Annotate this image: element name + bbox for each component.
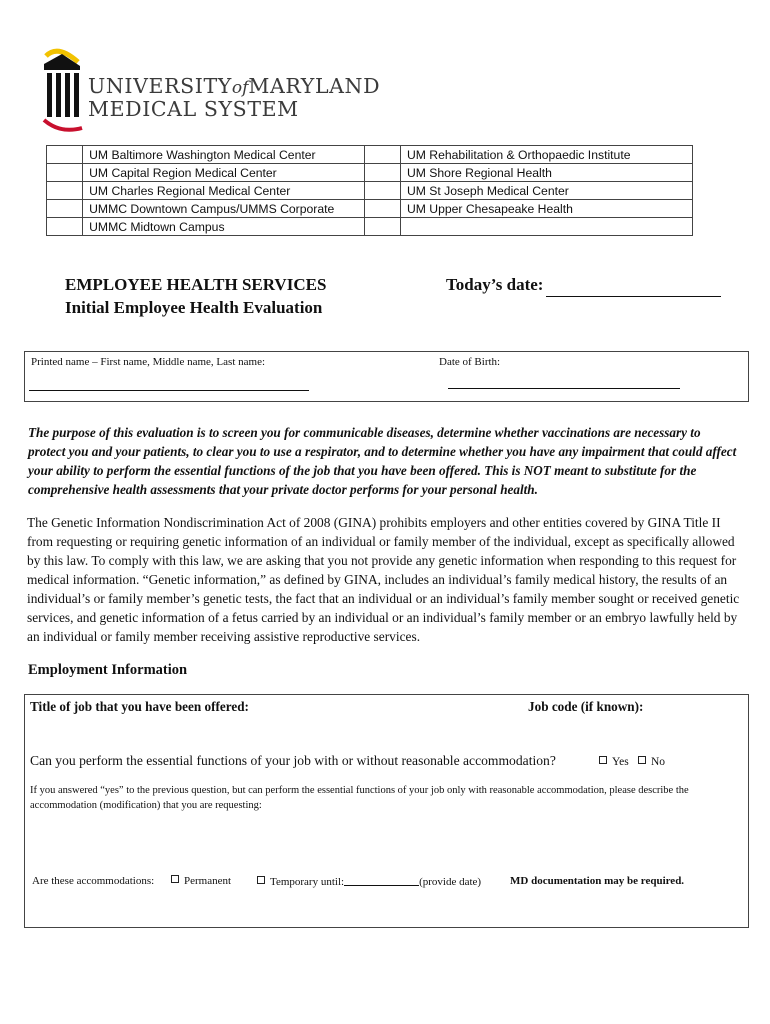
- page-subtitle: Initial Employee Health Evaluation: [65, 298, 323, 317]
- facility-label: UM St Joseph Medical Center: [400, 182, 692, 200]
- purpose-statement: The purpose of this evaluation is to screen you for communicable diseases, determine whether vaccinations are necessary to protect you and your patients, to clear you to use a respirator, and to determine whether you have any impairment that could affect your ability to perform the essential functions of the job that you have been offered. This is NOT meant to substitute for the comprehensive health assessments that your private doctor performs for your personal health.: [28, 425, 737, 497]
- printed-name-field[interactable]: [29, 390, 309, 391]
- facility-checkbox[interactable]: [47, 200, 83, 218]
- todays-date-field[interactable]: [546, 296, 721, 297]
- facility-checkbox[interactable]: [364, 164, 400, 182]
- facility-label: UMMC Downtown Campus/UMMS Corporate: [83, 200, 365, 218]
- temporary-checkbox[interactable]: [257, 876, 265, 884]
- facility-label: [400, 218, 692, 236]
- provide-date-label: (provide date): [419, 876, 482, 888]
- no-label: No: [651, 756, 666, 768]
- permanent-option[interactable]: [171, 875, 231, 887]
- facility-label: UM Charles Regional Medical Center: [83, 182, 365, 200]
- temporary-label: Temporary until:: [270, 876, 345, 888]
- employment-box: [24, 694, 749, 928]
- dob-label: Date of Birth:: [439, 356, 501, 368]
- dob-field[interactable]: [448, 388, 680, 389]
- temporary-option[interactable]: [257, 875, 481, 888]
- facility-checkbox[interactable]: [364, 182, 400, 200]
- yes-label: Yes: [612, 756, 629, 768]
- todays-date-label: Today’s date:: [446, 275, 544, 294]
- facility-checkbox[interactable]: [47, 164, 83, 182]
- facility-label: UM Baltimore Washington Medical Center: [83, 146, 365, 164]
- no-checkbox[interactable]: [638, 756, 646, 764]
- facility-label: UM Capital Region Medical Center: [83, 164, 365, 182]
- identity-box: [24, 351, 749, 402]
- table-row: [47, 182, 693, 200]
- permanent-checkbox[interactable]: [171, 875, 179, 883]
- facility-checkbox[interactable]: [364, 146, 400, 164]
- yes-option[interactable]: [599, 756, 629, 768]
- accommodation-instructions: If you answered “yes” to the previous question, but can perform the essential functions of your job only with reasonable accommodation, please describe the accommodation (modification) that you are requesting:: [30, 785, 689, 811]
- facility-table: [46, 145, 693, 236]
- permanent-label: Permanent: [184, 875, 232, 887]
- umms-logo: [42, 44, 381, 134]
- table-row: [47, 200, 693, 218]
- facility-checkbox[interactable]: [364, 218, 400, 236]
- temporary-date-field[interactable]: [344, 875, 419, 886]
- facility-label: UM Rehabilitation & Orthopaedic Institute: [400, 146, 692, 164]
- md-documentation-note: MD documentation may be required.: [510, 875, 685, 887]
- printed-name-label: Printed name – First name, Middle name, Last name:: [31, 356, 266, 368]
- job-title-label: Title of job that you have been offered:: [30, 699, 249, 714]
- umms-building-icon: [42, 44, 86, 134]
- accommodation-question: Can you perform the essential functions of your job with or without reasonable accommodation?: [30, 753, 556, 768]
- facility-label: UM Upper Chesapeake Health: [400, 200, 692, 218]
- page-title: EMPLOYEE HEALTH SERVICES: [65, 275, 327, 294]
- facility-checkbox[interactable]: [47, 182, 83, 200]
- logo-line-2: MEDICAL SYSTEM: [88, 97, 299, 121]
- job-code-label: Job code (if known):: [528, 699, 644, 714]
- yes-checkbox[interactable]: [599, 756, 607, 764]
- gina-notice: The Genetic Information Nondiscrimination Act of 2008 (GINA) prohibits employers and other entities covered by GINA Title II from requesting or requiring genetic information of an individual or family member of the individual, except as specifically allowed by this law. To comply with this law, we are asking that you not provide any genetic information when responding to this request for medical information. “Genetic information,” as defined by GINA, includes an individual’s family medical history, the results of an individual’s or family member’s genetic tests, the fact that an individual or an individual’s family member sought or received genetic services, and genetic information of a fetus carried by an individual or an individual’s family member or an embryo lawfully held by an individual or family member receiving assistive reproductive services.: [27, 515, 740, 644]
- logo-line-1: UNIVERSITYofMARYLAND: [88, 74, 381, 98]
- no-option[interactable]: [638, 756, 665, 768]
- facility-label: UM Shore Regional Health: [400, 164, 692, 182]
- table-row: [47, 164, 693, 182]
- table-row: [47, 218, 693, 236]
- table-row: [47, 146, 693, 164]
- accommodation-type-label: Are these accommodations:: [32, 875, 155, 887]
- facility-checkbox[interactable]: [47, 218, 83, 236]
- facility-label: UMMC Midtown Campus: [83, 218, 365, 236]
- facility-checkbox[interactable]: [364, 200, 400, 218]
- employment-section-title: Employment Information: [28, 662, 188, 678]
- facility-checkbox[interactable]: [47, 146, 83, 164]
